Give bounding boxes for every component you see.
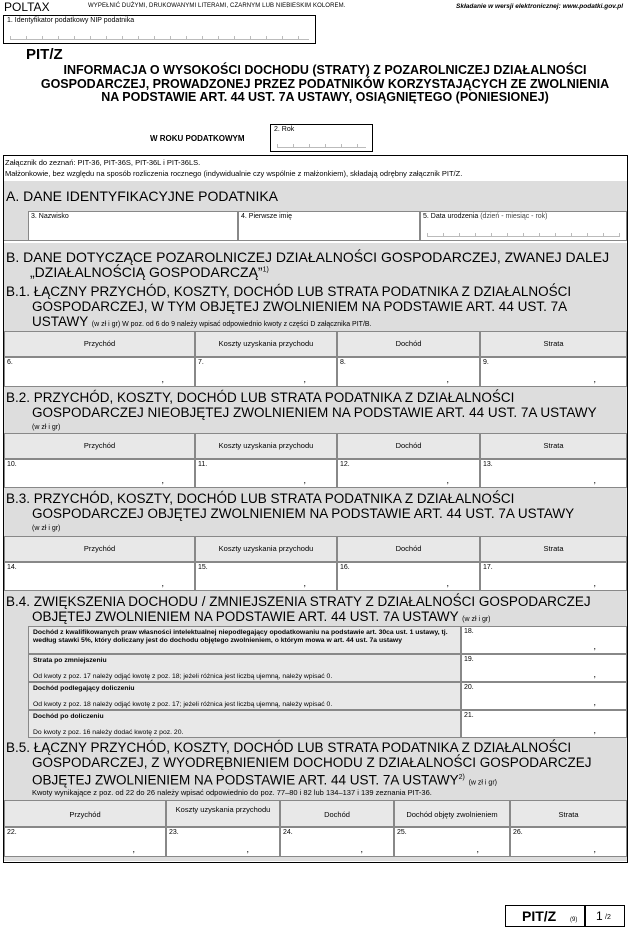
year-prefix: W ROKU PODATKOWYM — [150, 134, 245, 143]
spouses-note: Małżonkowie, bez względu na sposób rozliczenia rocznego (indywidualnie czy wspólnie z małżonkiem), składają odrębny załącznik PIT/Z. — [5, 169, 463, 178]
b1-col-profit: Dochód — [337, 331, 480, 357]
b4-row-19-label: Strata po zmniejszeniu Od kwoty z poz. 17 należy odjąć kwotę z poz. 18; jeżeli różnica jest liczbą ujemną, należy wpisać 0. — [28, 654, 461, 682]
nip-input-ticks — [10, 36, 309, 40]
fill-instruction: WYPEŁNIĆ DUŻYMI, DRUKOWANYMI LITERAMI, CZARNYM LUB NIEBIESKIM KOLOREM. — [88, 3, 346, 9]
top-bar — [0, 0, 629, 14]
field-13[interactable]: 13. , — [480, 459, 627, 488]
b5-col-loss: Strata — [510, 800, 627, 827]
year-label: 2. Rok — [274, 126, 295, 133]
field-17[interactable]: 17. , — [480, 562, 627, 591]
footer-form-code: PIT/Z (9) — [505, 905, 585, 927]
attachment-note: Załącznik do zeznań: PIT-36, PIT-36S, PIT-36L i PIT-36LS. — [5, 158, 201, 167]
form-title: INFORMACJA O WYSOKOŚCI DOCHODU (STRATY) Z POZAROLNICZEJ DZIAŁALNOŚCI GOSPODARCZEJ, PROWADZONEJ PRZEZ PODATNIKÓW KORZYSTAJĄCYCH ZE ZWOLNIENIA NA PODSTAWIE ART. 44 UST. 7A USTAWY, OSIĄGNIĘTEGO (PONIESIONEJ) — [40, 63, 610, 104]
field-22[interactable]: 22. , — [4, 827, 166, 857]
b2-col-loss: Strata — [480, 433, 627, 459]
b1-title: B.1. ŁĄCZNY PRZYCHÓD, KOSZTY, DOCHÓD LUB STRATA PODATNIKA Z DZIAŁALNOŚCI GOSPODARCZEJ, W TYM OBJĘTEJ ZWOLNIENIEM NA PODSTAWIE ART. 44 UST. 7A USTAWY (w zł i gr) W poz. od 6 do 9 należy wpisać odpowiednio kwoty z części D załącznika PIT/B. — [6, 284, 572, 329]
b5-note: Kwoty wynikające z poz. od 22 do 26 należy wpisać odpowiednio do poz. 77–80 i 82 lub 134–137 i 139 zeznania PIT-36. — [32, 788, 432, 797]
first-name-field[interactable] — [238, 211, 420, 241]
year-input-ticks — [277, 144, 366, 148]
b2-title: B.2. PRZYCHÓD, KOSZTY, DOCHÓD LUB STRATA PODATNIKA Z DZIAŁALNOŚCI GOSPODARCZEJ NIEOBJĘTEJ ZWOLNIENIEM NA PODSTAWIE ART. 44 UST. 7A USTAWY (w zł i gr) — [6, 390, 597, 431]
field-24[interactable]: 24. , — [280, 827, 394, 857]
field-14[interactable]: 14. , — [4, 562, 195, 591]
b3-title: B.3. PRZYCHÓD, KOSZTY, DOCHÓD LUB STRATA PODATNIKA Z DZIAŁALNOŚCI GOSPODARCZEJ OBJĘTEJ ZWOLNIENIEM NA PODSTAWIE ART. 44 UST. 7A USTAWY (w zł i gr) — [6, 491, 575, 532]
field-26[interactable]: 26. , — [510, 827, 627, 857]
surname-label: 3. Nazwisko — [31, 213, 69, 220]
b5-col-exempt: Dochód objęty zwolnieniem — [394, 800, 510, 827]
b1-col-income: Przychód — [4, 331, 195, 357]
b5-col-income: Przychód — [4, 800, 166, 827]
nip-field[interactable] — [3, 15, 316, 44]
b4-row-20-label: Dochód podlegający doliczeniu Od kwoty z poz. 18 należy odjąć kwotę z poz. 17; jeżeli różnica jest liczbą ujemną, należy wpisać 0. — [28, 682, 461, 710]
nip-label: 1. Identyfikator podatkowy NIP podatnika — [7, 17, 135, 24]
b4-title: B.4. ZWIĘKSZENIA DOCHODU / ZMNIEJSZENIA STRATY Z DZIAŁALNOŚCI GOSPODARCZEJ OBJĘTEJ ZWOLNIENIEM NA PODSTAWIE ART. 44 UST. 7A USTAWY (w zł i gr) — [6, 594, 591, 624]
field-15[interactable]: 15. , — [195, 562, 337, 591]
b4-row-21-label: Dochód po doliczeniu Do kwoty z poz. 16 należy dodać kwotę z poz. 20. — [28, 710, 461, 738]
birth-date-ticks — [427, 233, 620, 237]
field-12[interactable]: 12. , — [337, 459, 480, 488]
first-name-label: 4. Pierwsze imię — [241, 213, 292, 220]
b1-col-loss: Strata — [480, 331, 627, 357]
b3-col-costs: Koszty uzyskania przychodu — [195, 536, 337, 562]
surname-field[interactable] — [28, 211, 238, 241]
b5-col-profit: Dochód — [280, 800, 394, 827]
section-b-title-line2: „DZIAŁALNOŚCIĄ GOSPODARCZĄ”$^{1)}$ — [30, 264, 269, 280]
field-11[interactable]: 11. , — [195, 459, 337, 488]
field-9[interactable]: 9. , — [480, 357, 627, 387]
birth-date-label: 5. Data urodzenia (dzień - miesiąc - rok) — [423, 213, 548, 220]
field-10[interactable]: 10. , — [4, 459, 195, 488]
field-16[interactable]: 16. , — [337, 562, 480, 591]
b3-col-profit: Dochód — [337, 536, 480, 562]
birth-date-field[interactable] — [420, 211, 627, 241]
b3-col-loss: Strata — [480, 536, 627, 562]
field-8[interactable]: 8. , — [337, 357, 480, 387]
b3-col-income: Przychód — [4, 536, 195, 562]
b5-title: B.5. ŁĄCZNY PRZYCHÓD, KOSZTY, DOCHÓD LUB STRATA PODATNIKA Z DZIAŁALNOŚCI GOSPODARCZEJ, Z WYODRĘBNIENIEM DOCHODU Z DZIAŁALNOŚCI GOSPODARCZEJ OBJĘTEJ ZWOLNIENIEM NA PODSTAWIE ART. 44 UST. 7A USTAWY$^{2)}$ (w zł i gr) — [6, 740, 592, 788]
brand-label: POLTAX — [4, 0, 50, 14]
section-a-title: A. DANE IDENTYFIKACYJNE PODATNIKA — [6, 188, 279, 204]
b1-col-costs: Koszty uzyskania przychodu — [195, 331, 337, 357]
field-18[interactable]: 18. , — [461, 626, 627, 654]
footer-page-number: 1 /2 — [585, 905, 625, 927]
field-19[interactable]: 19. , — [461, 654, 627, 682]
field-7[interactable]: 7. , — [195, 357, 337, 387]
field-23[interactable]: 23. , — [166, 827, 280, 857]
b2-col-profit: Dochód — [337, 433, 480, 459]
field-21[interactable]: 21. , — [461, 710, 627, 738]
b4-row-18-label: Dochód z kwalifikowanych praw własności intelektualnej niepodlegający opodatkowaniu na podstawie art. 30ca ust. 1 ustawy, tj. według stawki 5%, który doliczany jest do dochodu objętego zwolnieniem, o którym mowa w art. 44 ust. 7a ustawy — [28, 626, 461, 654]
efile-note: Składanie w wersji elektronicznej: www.podatki.gov.pl — [456, 3, 623, 10]
form-code: PIT/Z — [26, 46, 63, 63]
b5-col-costs: Koszty uzyskania przychodu — [166, 800, 280, 827]
b2-col-income: Przychód — [4, 433, 195, 459]
field-20[interactable]: 20. , — [461, 682, 627, 710]
section-b-title-line1: B. DANE DOTYCZĄCE POZAROLNICZEJ DZIAŁALNOŚCI GOSPODARCZEJ, ZWANEJ DALEJ — [6, 249, 610, 265]
field-25[interactable]: 25. , — [394, 827, 510, 857]
field-6[interactable]: 6. , — [4, 357, 195, 387]
year-field[interactable] — [270, 124, 373, 152]
b2-col-costs: Koszty uzyskania przychodu — [195, 433, 337, 459]
